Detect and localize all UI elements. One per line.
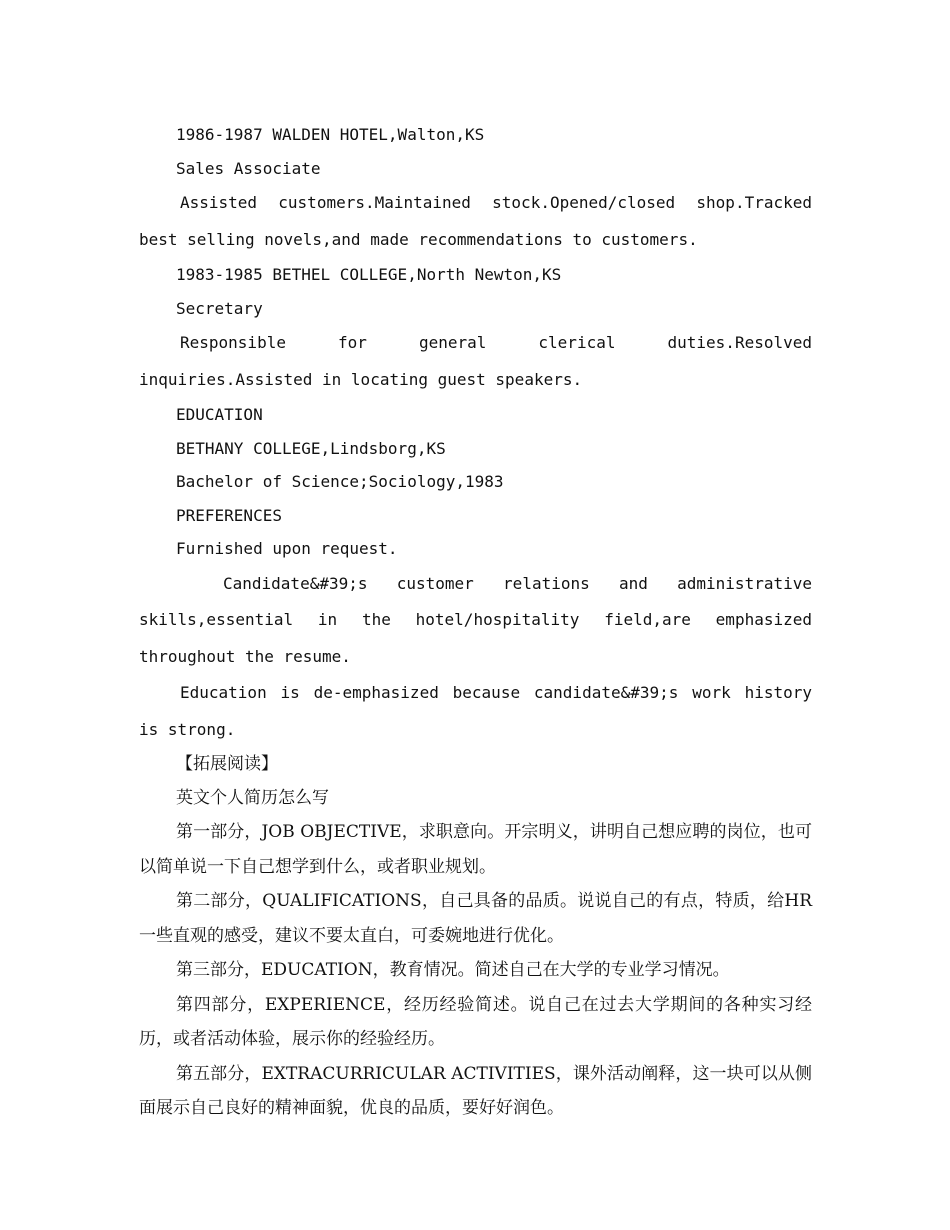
note-paragraph: Education is de-emphasized because candidate&#39;s work history is strong. (139, 683, 812, 739)
resume-part-paragraph: 第五部分，EXTRACURRICULAR ACTIVITIES，课外活动阐释，这一块可以从侧面展示自己良好的精神面貌，优良的品质，要好好润色。 (139, 1063, 812, 1118)
education-school: BETHANY COLLEGE,Lindsborg,KS (176, 438, 446, 458)
job-heading: 1983-1985 BETHEL COLLEGE,North Newton,KS (176, 265, 562, 284)
note-paragraph: Candidate&#39;s customer relations and administrative skills,essential in the hotel/hospitality field,are emphasized throughout the resume. (139, 573, 812, 666)
job-title: Sales Associate (176, 158, 321, 178)
preferences-heading: PREFERENCES (176, 505, 282, 525)
education-heading: EDUCATION (176, 405, 263, 424)
resume-part-paragraph: 第四部分，EXPERIENCE，经历经验简述。说自己在过去大学期间的各种实习经历，或者活动体验，展示你的经验经历。 (139, 994, 812, 1049)
document-body (139, 118, 812, 1126)
resume-part-paragraph: 第二部分，QUALIFICATIONS，自己具备的品质。说说自己的有点，特质，给HR一些直观的感受，建议不要太直白，可委婉地进行优化。 (139, 891, 812, 946)
resume-part-paragraph: 第一部分，JOB OBJECTIVE，求职意向。开宗明义，讲明自己想应聘的岗位，也可以简单说一下自己想学到什么，或者职业规划。 (139, 822, 812, 877)
resume-part-paragraph: 第三部分，EDUCATION，教育情况。简述自己在大学的专业学习情况。 (176, 960, 730, 980)
job-title: Secretary (176, 298, 263, 318)
education-degree: Bachelor of Science;Sociology,1983 (176, 472, 504, 491)
job-description: Assisted customers.Maintained stock.Opened/closed shop.Tracked best selling novels,and made recommendations to customers. (139, 193, 812, 249)
job-description: Responsible for general clerical duties.Resolved inquiries.Assisted in locating guest speakers. (139, 333, 812, 389)
extended-reading-subtitle: 英文个人简历怎么写 (176, 787, 329, 808)
job-heading: 1986-1987 WALDEN HOTEL,Walton,KS (176, 125, 485, 144)
preferences-text: Furnished upon request. (176, 539, 398, 558)
extended-reading-heading: 【拓展阅读】 (176, 754, 278, 774)
